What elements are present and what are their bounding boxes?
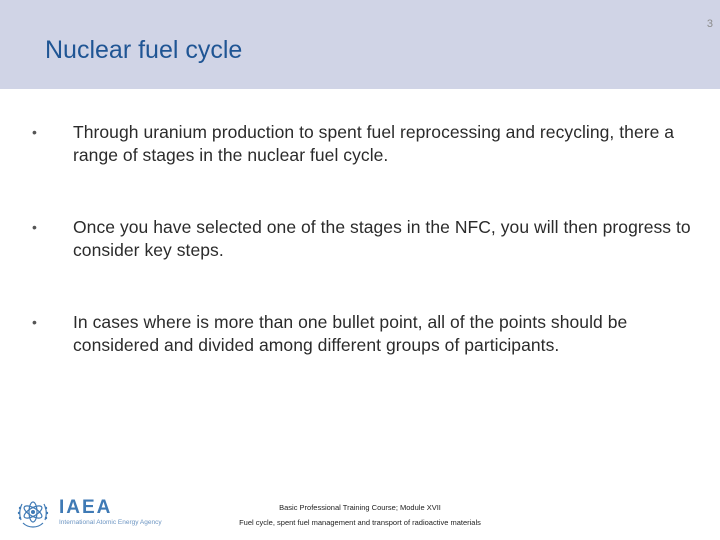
bullet-text: Once you have selected one of the stages in the NFC, you will then progress to consider key steps. bbox=[73, 217, 691, 260]
footer-course: Basic Professional Training Course; Module XVII bbox=[279, 503, 441, 512]
bullet-marker: • bbox=[32, 314, 37, 330]
bullet-marker: • bbox=[32, 219, 37, 235]
bullet-item bbox=[32, 121, 692, 167]
bullet-item bbox=[32, 311, 692, 357]
bullet-text: In cases where is more than one bullet point, all of the points should be considered and divided among different groups of participants. bbox=[73, 312, 628, 355]
logo-subtext: International Atomic Energy Agency bbox=[59, 519, 162, 526]
iaea-logo bbox=[15, 494, 175, 530]
bullet-item bbox=[32, 216, 692, 262]
bullet-list bbox=[32, 121, 692, 406]
iaea-emblem-icon bbox=[15, 494, 51, 530]
logo-text: IAEA bbox=[59, 497, 113, 518]
footer-module-topic: Fuel cycle, spent fuel management and transport of radioactive materials bbox=[239, 518, 481, 527]
slide-title: Nuclear fuel cycle bbox=[45, 36, 243, 64]
bullet-text: Through uranium production to spent fuel reprocessing and recycling, there a range of stages in the nuclear fuel cycle. bbox=[73, 122, 675, 165]
bullet-marker: • bbox=[32, 124, 37, 140]
slide-number: 3 bbox=[706, 18, 713, 30]
